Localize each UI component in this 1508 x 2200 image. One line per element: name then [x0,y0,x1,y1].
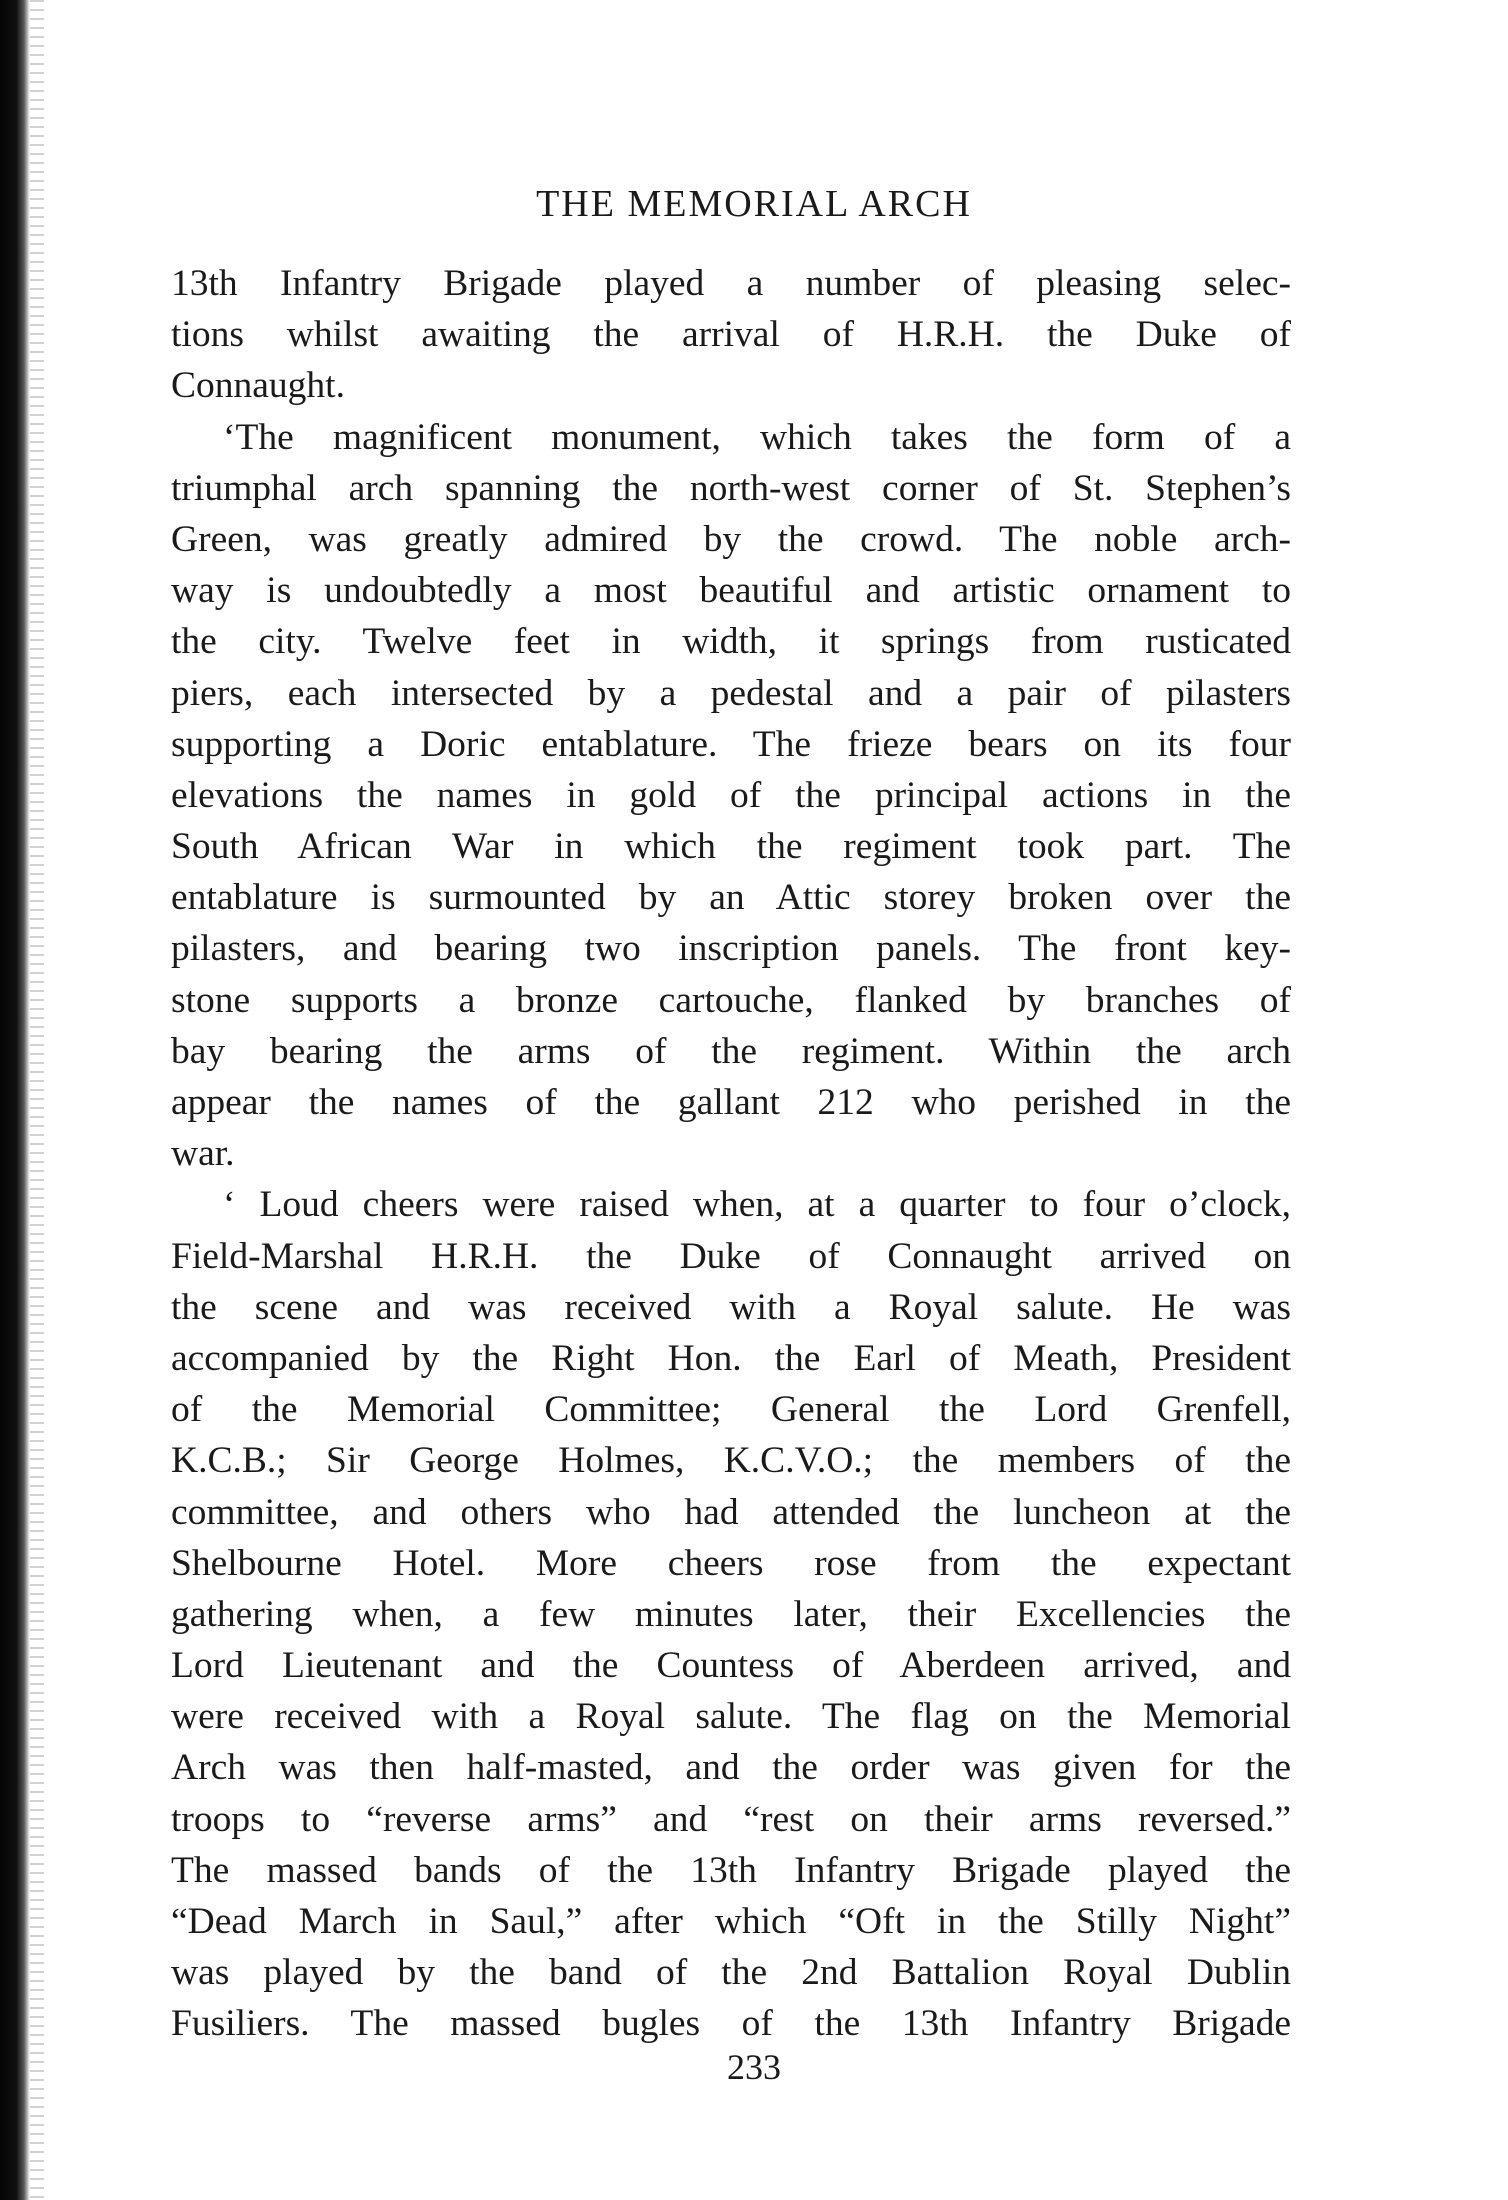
scanned-binding-edge [0,0,30,2200]
page-number: 233 [727,2047,781,2087]
text-line: pilasters, and bearing two inscription panels. The front key- [171,928,1291,970]
text-line: troops to “reverse arms” and “rest on their arms reversed.” [171,1798,1291,1840]
text-line: gathering when, a few minutes later, their Excellencies the [171,1593,1291,1635]
text-line: was played by the band of the 2nd Battalion Royal Dublin [171,1952,1291,1994]
text-line: ‘The magnificent monument, which takes the form of a [223,416,1291,458]
text-line: appear the names of the gallant 212 who perished in the [171,1082,1291,1123]
text-line: stone supports a bronze cartouche, flanked by branches of [171,979,1291,1021]
text-line: Field-Marshal H.R.H. the Duke of Connaught arrived on [171,1235,1291,1277]
text-line: piers, each intersected by a pedestal and a pair of pilasters [171,672,1291,714]
text-line: way is undoubtedly a most beautiful and artistic ornament to [171,570,1291,612]
text-line: accompanied by the Right Hon. the Earl of Meath, President [171,1337,1291,1379]
text-line: 13th Infantry Brigade played a number of pleasing selec- [171,263,1291,304]
body-text [171,258,1291,2050]
text-line: entablature is surmounted by an Attic storey broken over the [171,877,1291,919]
text-line: tions whilst awaiting the arrival of H.R.H. the Duke of [171,314,1291,356]
text-line: The massed bands of the 13th Infantry Brigade played the [171,1849,1291,1891]
text-line: supporting a Doric entablature. The frieze bears on its four [171,723,1291,765]
text-line: Connaught. [171,365,345,407]
text-line: Arch was then half-masted, and the order was given for the [171,1747,1291,1789]
text-line: ‘ Loud cheers were raised when, at a quarter to four o’clock, [223,1184,1291,1226]
text-line: “Dead March in Saul,” after which “Oft in the Stilly Night” [171,1901,1291,1942]
text-line: the scene and was received with a Royal salute. He was [171,1286,1291,1328]
text-line: the city. Twelve feet in width, it springs from rusticated [171,621,1291,663]
text-line: Shelbourne Hotel. More cheers rose from the expectant [171,1542,1291,1584]
text-line: elevations the names in gold of the principal actions in the [171,774,1291,816]
text-line: triumphal arch spanning the north-west corner of St. Stephen’s [171,467,1291,509]
text-line: Fusiliers. The massed bugles of the 13th Infantry Brigade [171,2003,1291,2045]
text-line: bay bearing the arms of the regiment. Within the arch [171,1030,1291,1072]
text-line: war. [171,1133,235,1175]
text-line: of the Memorial Committee; General the Lord Grenfell, [171,1389,1291,1431]
running-head: THE MEMORIAL ARCH [536,183,972,225]
text-line: Lord Lieutenant and the Countess of Aberdeen arrived, and [171,1645,1291,1687]
text-line: were received with a Royal salute. The flag on the Memorial [171,1696,1291,1738]
text-line: Green, was greatly admired by the crowd. The noble arch- [171,518,1291,560]
text-line: committee, and others who had attended the luncheon at the [171,1491,1291,1533]
text-line: South African War in which the regiment took part. The [171,826,1291,868]
text-line: K.C.B.; Sir George Holmes, K.C.V.O.; the members of the [171,1440,1291,1482]
